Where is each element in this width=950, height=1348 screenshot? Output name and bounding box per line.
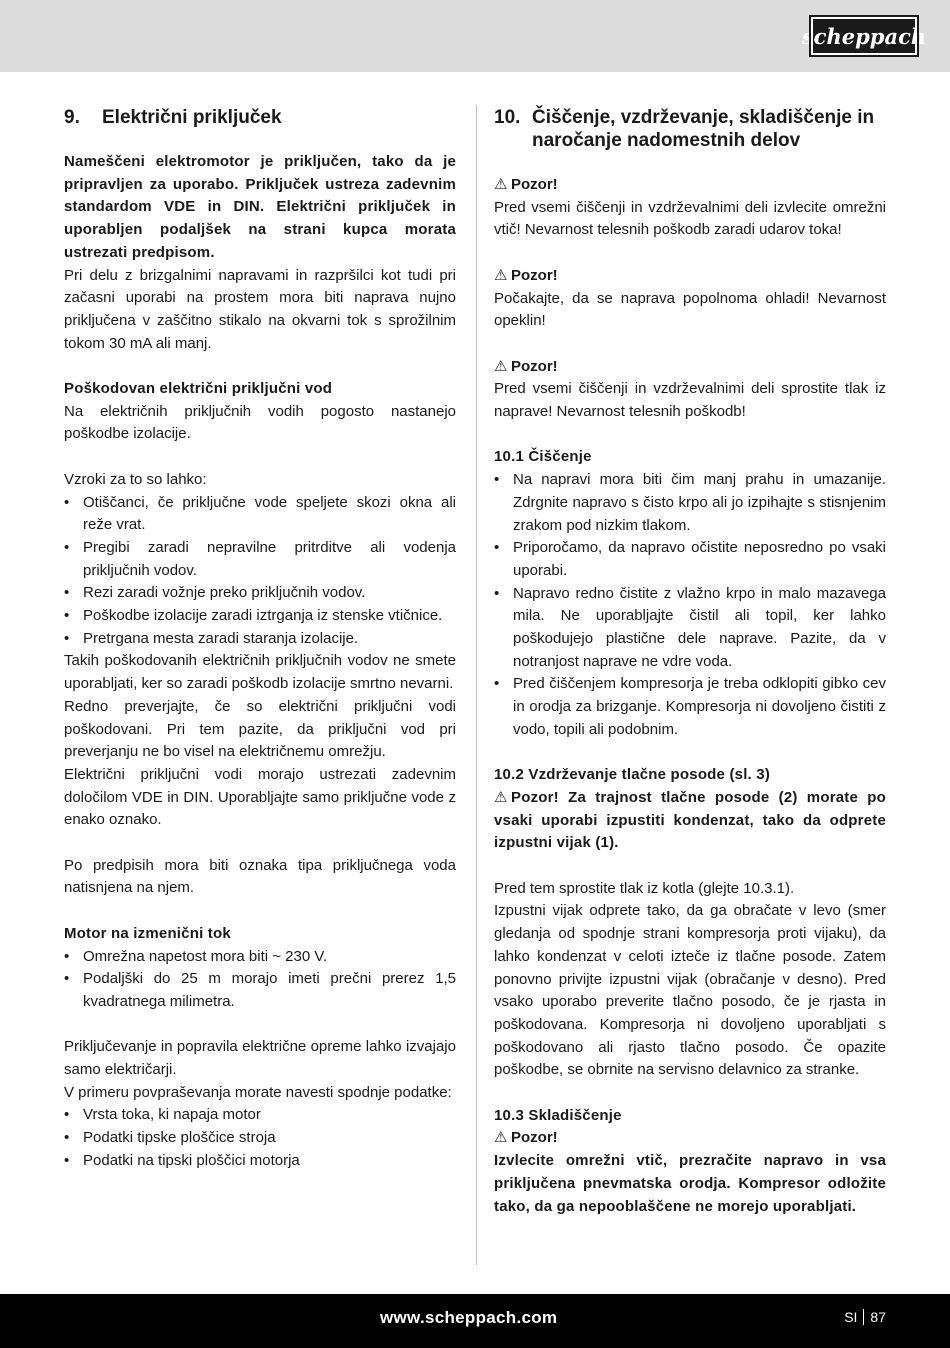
cleaning-list	[494, 469, 886, 741]
warning-text: Pred vsemi čiščenji in vzdrževalnimi deli sprostite tlak iz naprave! Nevarnost telesnih poškodb!	[494, 380, 886, 420]
storage-heading: 10.3 Skladiščenje	[494, 1106, 622, 1124]
warning-label: ⚠ Pozor!	[494, 356, 886, 379]
list-item: • Na napravi mora biti čim manj prahu in umazanije. Zdrgnite napravo s čisto krpo ali jo izpihajte s stisnjenim zrakom pod nizkim tlakom.	[494, 469, 886, 537]
cleaning-heading: 10.1 Čiščenje	[494, 448, 592, 466]
standards-paragraph: Električni priključni vodi morajo ustrezati zadevnim določilom VDE in DIN. Uporabljajte samo priključne vode z enako oznako.	[64, 765, 456, 829]
list-item: • Podaljški do 25 m morajo imeti prečni prerez 1,5 kvadratnega milimetra.	[64, 968, 456, 1013]
causes-list	[64, 492, 456, 651]
list-item: • Poškodbe izolacije zaradi iztrganja iz stenske vtičnice.	[64, 605, 456, 628]
warning-label: ⚠ Pozor!	[494, 1127, 886, 1150]
motor-list	[64, 946, 456, 1014]
warning-icon: ⚠	[494, 357, 508, 375]
right-column	[494, 106, 886, 1218]
section-title: Čiščenje, vzdrževanje, skladiščenje in naročanje nadomestnih delov	[532, 107, 875, 151]
section-9-heading	[64, 106, 456, 129]
scheppach-logo: scheppach	[811, 17, 917, 55]
warning-label: ⚠ Pozor!	[494, 174, 886, 197]
intro-bold-paragraph: Nameščeni elektromotor je priključen, tako da je pripravljen za uporabo. Priključek ustreza zadevnim standardom VDE in DIN. Električni priključek in uporabljen podaljšek na strani kupca morata ustrezati predpisom.	[64, 153, 456, 261]
drain-screw-paragraph: Izpustni vijak odprete tako, da ga obračate v levo (smer gledanja od spodnje strani kompresorja proti vijaku), da lahko kondenzat v celoti izteče iz tlačne posode. Zatem ponovno privijte izpustni vijak (obračanje v desno). Pred vsako uporabo preverite tlačno posodo, če je rjasta in poškodovana. Kompresorja ni dovoljeno uporabljati s poškodovano ali rjasto tlačno posodo. Če opazite poškodbe, se obrnite na servisno delavnico za stranke.	[494, 902, 886, 1079]
warning-icon: ⚠	[494, 266, 508, 284]
damaged-cables-warning: Takih poškodovanih električnih priključnih vodov ne smete uporabljati, ker so zaradi poškodb izolacije smrtno nevarni.	[64, 652, 456, 693]
list-item: • Podatki tipske ploščice stroja	[64, 1127, 456, 1150]
pressure-vessel-heading: 10.2 Vzdrževanje tlačne posode (sl. 3)	[494, 766, 771, 784]
list-item: • Omrežna napetost mora biti ~ 230 V.	[64, 946, 456, 969]
motor-heading: Motor na izmenični tok	[64, 924, 231, 942]
column-divider	[476, 105, 477, 1265]
list-item: • Pred čiščenjem kompresorja je treba odklopiti gibko cev in orodja za brizganje. Kompresorja ni dovoljeno čistiti z vodo, topili ali podobnim.	[494, 673, 886, 741]
list-item: • Rezi zaradi vožnje preko priključnih vodov.	[64, 582, 456, 605]
warning-text: Pred vsemi čiščenji in vzdrževalnimi deli izvlecite omrežni vtič! Nevarnost telesnih poškodb zaradi udarov toka!	[494, 198, 886, 239]
header-bar	[0, 0, 950, 72]
list-item: • Pretrgana mesta zaradi staranja izolacije.	[64, 628, 456, 651]
inquiry-list	[64, 1104, 456, 1172]
warning-icon: ⚠	[494, 788, 508, 806]
storage-text: Izvlecite omrežni vtič, prezračite napravo in vsa priključena pnevmatska orodja. Kompresor odložite tako, da ga nepooblaščene ne morejo uporabljati.	[494, 1152, 886, 1215]
inquiry-paragraph: V primeru povpraševanja morate navesti spodnje podatke:	[64, 1083, 452, 1101]
page-indicator	[844, 1309, 886, 1325]
list-item: • Priporočamo, da napravo očistite neposredno po vsaki uporabi.	[494, 537, 886, 582]
causes-intro: Vzroki za to so lahko:	[64, 470, 207, 488]
damaged-cable-heading: Poškodovan električni priključni vod	[64, 380, 333, 398]
pressure-vessel-warning: ⚠ Pozor! Za trajnost tlačne posode (2) morate po vsaki uporabi izpustiti kondenzat, tako da odprete izpustni vijak (1).	[494, 788, 886, 852]
regular-check-paragraph: Redno preverjajte, če so električni priključni vodi poškodovani. Pri tem pazite, da priključni vod pri preverjanju ne bo visel na električnemu omrežju.	[64, 697, 456, 761]
language-code: SI	[844, 1309, 858, 1325]
warning-text: Počakajte, da se naprava popolnoma ohladi! Nevarnost opeklin!	[494, 289, 886, 330]
warning-icon: ⚠	[494, 176, 508, 193]
section-title: Električni priključek	[102, 107, 282, 128]
damaged-cable-text: Na električnih priključnih vodih pogosto nastanejo poškodbe izolacije.	[64, 402, 456, 443]
list-item: • Otiščanci, če priključne vode speljete skozi okna ali reže vrat.	[64, 492, 456, 537]
marking-paragraph: Po predpisih mora biti oznaka tipa priključnega voda natisnjena na njem.	[64, 856, 456, 897]
electricians-paragraph: Priključevanje in popravila električne opreme lahko izvajajo samo električarji.	[64, 1038, 456, 1079]
section-number: 10.	[494, 107, 521, 128]
warning-label: ⚠ Pozor!	[494, 265, 886, 288]
section-number: 9.	[64, 107, 80, 128]
left-column	[64, 106, 456, 1173]
warning-icon: ⚠	[494, 1129, 508, 1147]
intro-paragraph: Pri delu z brizgalnimi napravami in razpršilci kot tudi pri začasni uporabi na prostem mora biti naprava nujno priključena v zaščitno stikalo na okvarni tok s sprožilnim tokom 30 mA ali manj.	[64, 266, 456, 352]
list-item: • Pregibi zaradi nepravilne pritrditve ali vodenja priključnih vodov.	[64, 537, 456, 582]
footer-url: www.scheppach.com	[380, 1308, 558, 1327]
list-item: • Napravo redno čistite z vlažno krpo in malo mazavega mila. Ne uporabljajte čistil ali topil, ker lahko poškodujejo plastične dele naprave. Pazite, da v notranjost naprave ne vdre voda.	[494, 583, 886, 674]
list-item: • Podatki na tipski ploščici motorja	[64, 1150, 456, 1173]
page-number: 87	[870, 1309, 886, 1325]
footer-bar	[0, 1294, 950, 1348]
section-10-heading	[494, 106, 886, 152]
pressure-release-paragraph: Pred tem sprostite tlak iz kotla (glejte 10.3.1).	[494, 879, 795, 897]
list-item: • Vrsta toka, ki napaja motor	[64, 1104, 456, 1127]
